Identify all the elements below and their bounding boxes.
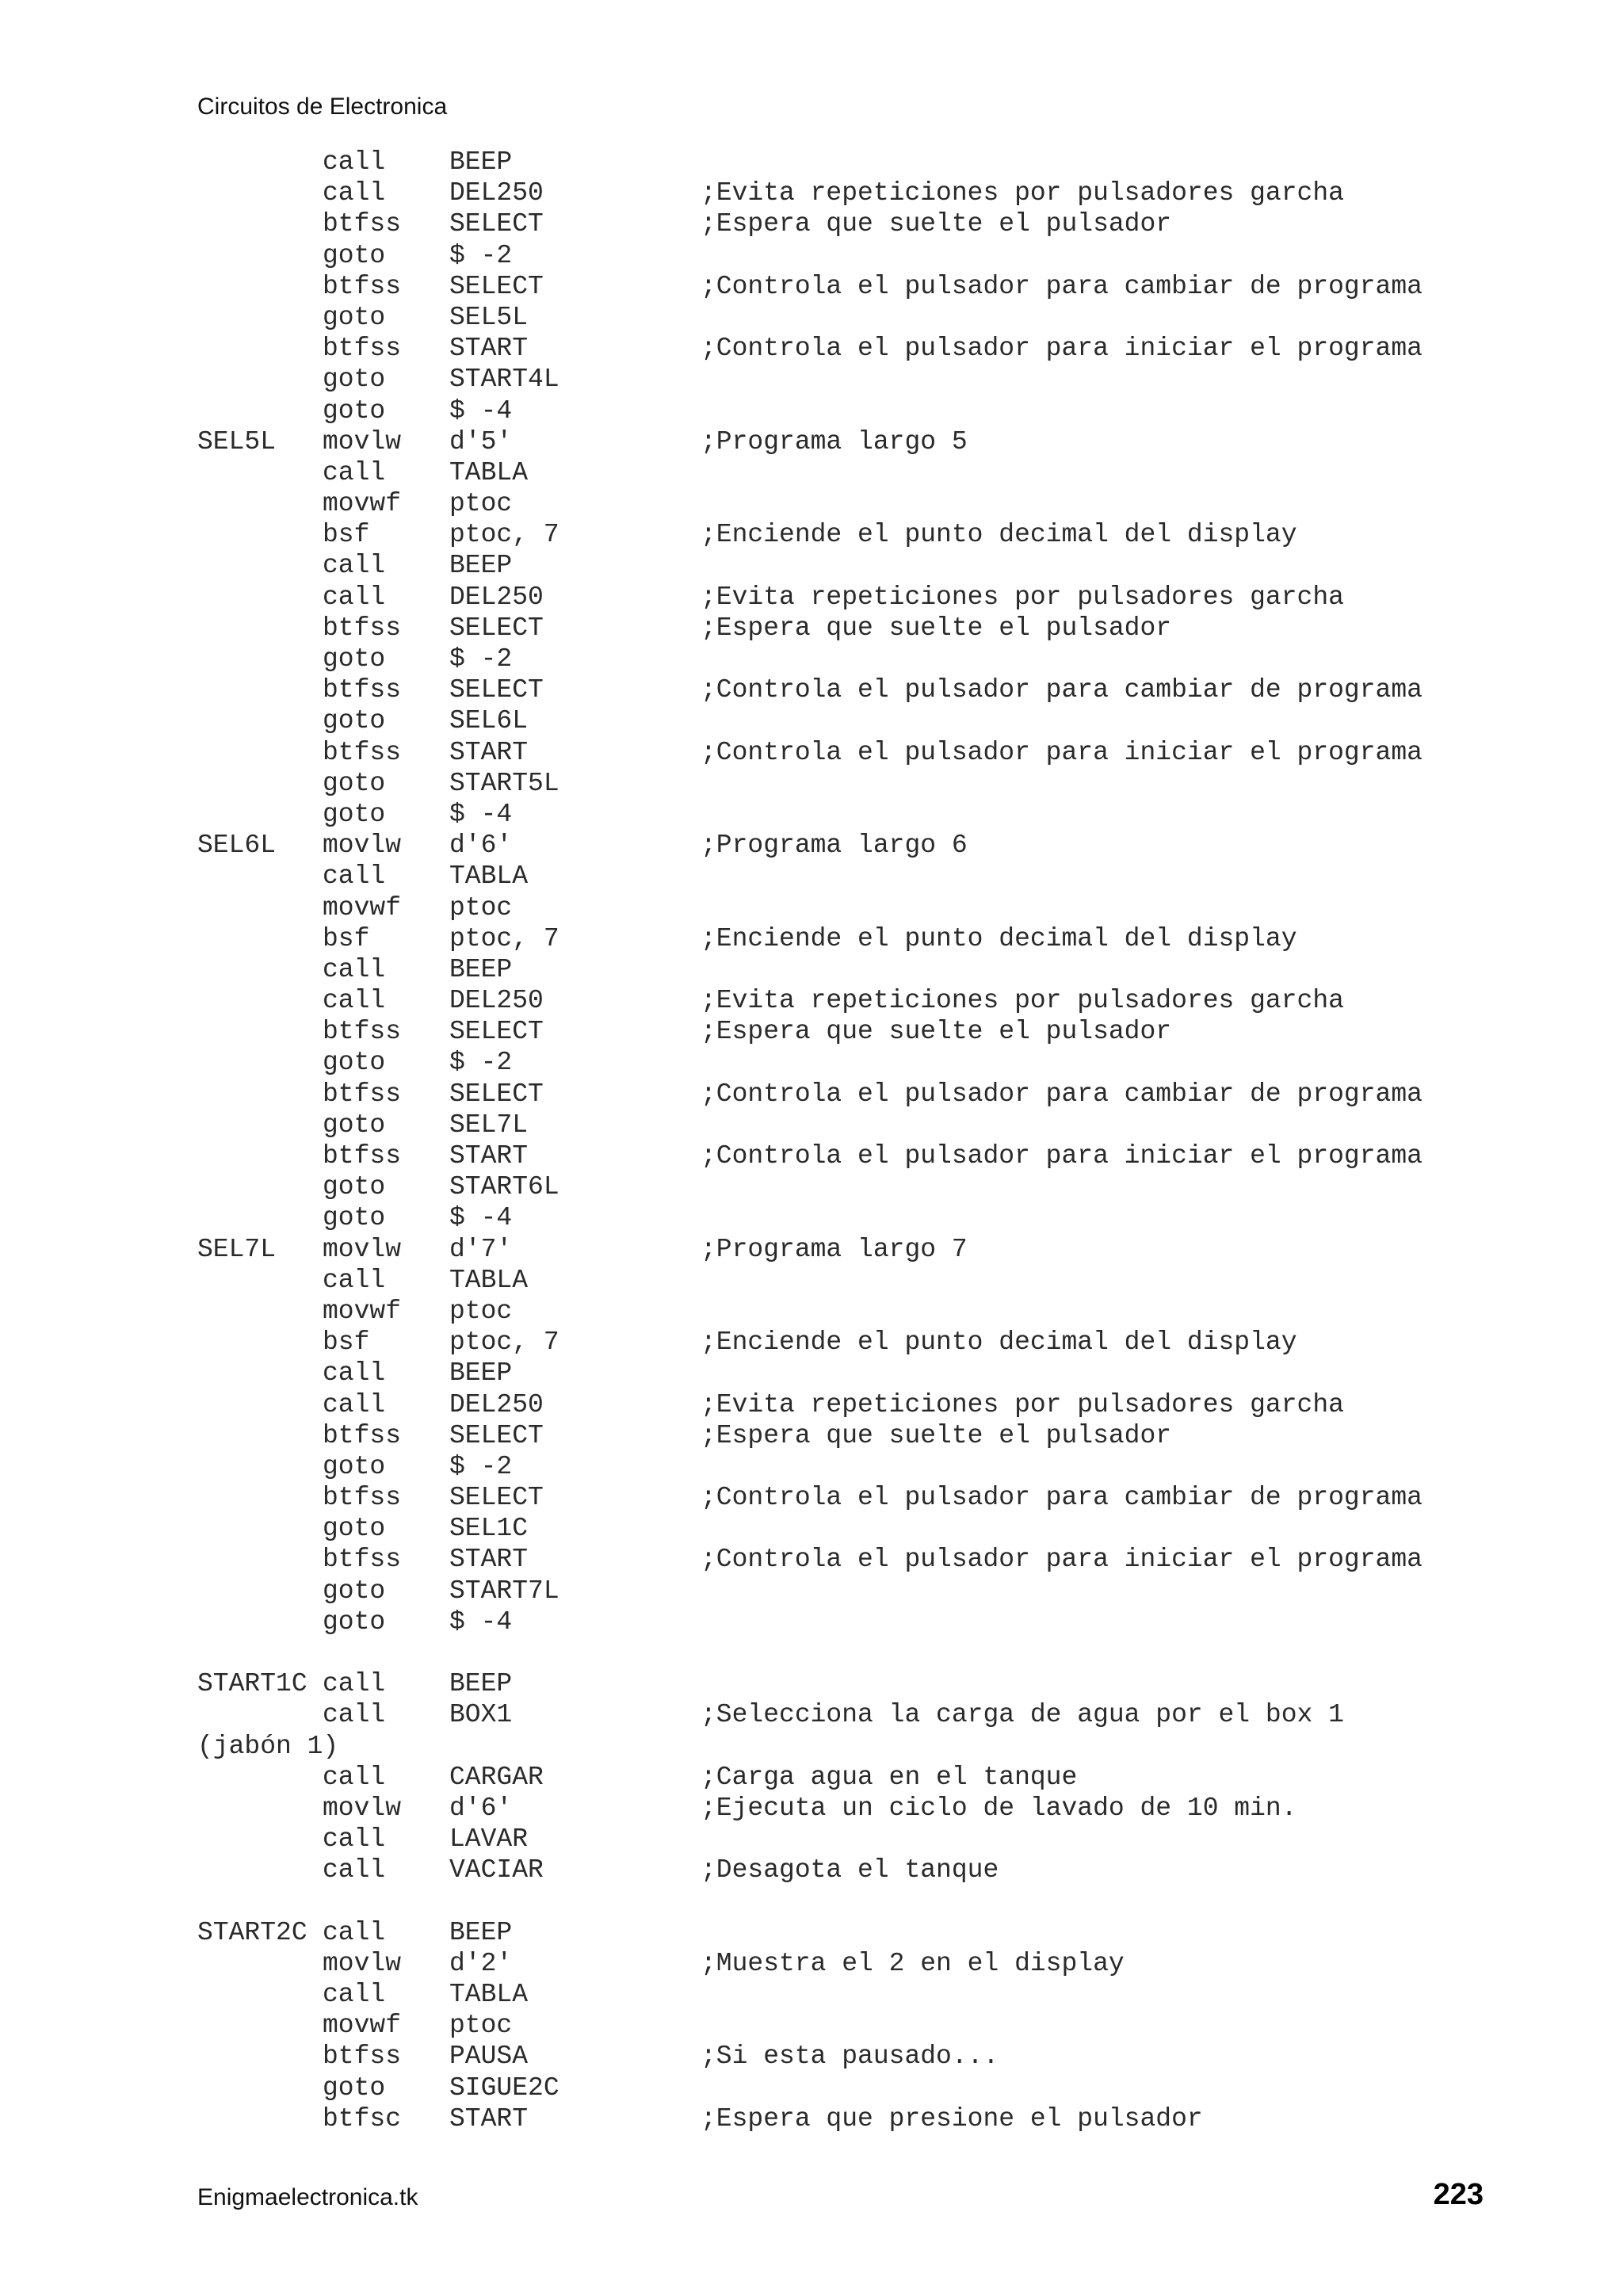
code-line <box>197 208 1529 239</box>
code-line <box>197 178 1529 208</box>
code-operand: ptoc, 7 <box>449 1328 559 1358</box>
code-opcode: btfss <box>323 334 402 364</box>
code-line <box>197 333 1529 364</box>
code-line <box>197 364 1529 395</box>
page-number: 223 <box>1433 2178 1484 2211</box>
code-opcode: goto <box>323 1110 386 1140</box>
code-opcode: call <box>323 1358 386 1389</box>
code-opcode: goto <box>323 1203 386 1233</box>
code-operand: DEL250 <box>449 986 544 1016</box>
code-line <box>197 1110 1529 1140</box>
code-operand: LAVAR <box>449 1824 529 1855</box>
code-comment: ;Evita repeticiones por pulsadores garcha <box>701 1389 1344 1419</box>
code-comment: ;Selecciona la carga de agua por el box 1 <box>701 1700 1344 1730</box>
code-opcode: call <box>323 178 386 208</box>
code-operand: TABLA <box>449 861 529 892</box>
code-operand: $ -2 <box>449 644 513 674</box>
code-comment: ;Programa largo 7 <box>701 1234 968 1264</box>
code-opcode: btfss <box>323 209 402 239</box>
code-line <box>197 954 1529 985</box>
code-operand: START <box>449 737 529 767</box>
code-comment: ;Muestra el 2 en el display <box>701 1948 1125 1978</box>
code-opcode: goto <box>323 768 386 798</box>
code-comment: ;Espera que suelte el pulsador <box>701 209 1172 239</box>
code-line <box>197 923 1529 954</box>
code-label: (jabón 1) <box>197 1731 339 1761</box>
code-opcode: movwf <box>323 1296 402 1326</box>
code-line <box>197 1731 1529 1762</box>
code-operand: DEL250 <box>449 178 544 208</box>
code-line <box>197 768 1529 799</box>
code-line <box>197 1016 1529 1047</box>
code-line <box>197 1327 1529 1358</box>
code-operand: SELECT <box>449 271 544 301</box>
code-opcode: movwf <box>323 892 402 923</box>
code-opcode: call <box>323 147 386 177</box>
code-line <box>197 1762 1529 1793</box>
code-opcode: call <box>323 582 386 612</box>
code-comment: ;Programa largo 5 <box>701 426 968 457</box>
code-opcode: movlw <box>323 1793 402 1823</box>
code-operand: SELECT <box>449 675 544 705</box>
code-line <box>197 550 1529 581</box>
code-operand: ptoc <box>449 892 513 923</box>
code-opcode: call <box>323 986 386 1016</box>
code-line <box>197 861 1529 892</box>
code-line <box>197 488 1529 519</box>
code-opcode: goto <box>323 2073 386 2103</box>
code-comment: ;Si esta pausado... <box>701 2042 999 2072</box>
code-operand: PAUSA <box>449 2042 529 2072</box>
code-opcode: btfss <box>323 2042 402 2072</box>
code-opcode: goto <box>323 1576 386 1606</box>
code-operand: $ -4 <box>449 1606 513 1637</box>
code-operand: d'7' <box>449 1234 513 1264</box>
code-comment: ;Evita repeticiones por pulsadores garcha <box>701 986 1344 1016</box>
code-operand: VACIAR <box>449 1855 544 1885</box>
code-line <box>197 147 1529 178</box>
code-line <box>197 674 1529 705</box>
code-operand: d'6' <box>449 1793 513 1823</box>
code-opcode: btfss <box>323 613 402 643</box>
code-operand: TABLA <box>449 457 529 487</box>
code-line <box>197 1886 1529 1917</box>
code-operand: START <box>449 1545 529 1575</box>
code-comment: ;Controla el pulsador para iniciar el programa <box>701 737 1423 767</box>
code-operand: START5L <box>449 768 559 798</box>
code-opcode: call <box>323 1669 386 1699</box>
code-line <box>197 1668 1529 1699</box>
code-operand: SELECT <box>449 209 544 239</box>
code-operand: START <box>449 1141 529 1171</box>
code-comment: ;Ejecuta un ciclo de lavado de 10 min. <box>701 1793 1297 1823</box>
code-opcode: call <box>323 551 386 581</box>
footer-site: Enigmaelectronica.tk <box>197 2184 418 2210</box>
code-line <box>197 1358 1529 1389</box>
code-opcode: movlw <box>323 831 402 861</box>
code-operand: START4L <box>449 365 559 395</box>
code-opcode: call <box>323 1389 386 1419</box>
code-opcode: btfss <box>323 1545 402 1575</box>
code-comment: ;Desagota el tanque <box>701 1855 999 1885</box>
code-opcode: btfss <box>323 1420 402 1450</box>
code-label: SEL6L <box>197 831 277 861</box>
code-line <box>197 644 1529 674</box>
code-comment: ;Controla el pulsador para iniciar el programa <box>701 1141 1423 1171</box>
code-comment: ;Controla el pulsador para cambiar de programa <box>701 675 1423 705</box>
code-line <box>197 457 1529 488</box>
code-operand: ptoc <box>449 489 513 519</box>
code-operand: SELECT <box>449 1079 544 1109</box>
code-comment: ;Enciende el punto decimal del display <box>701 923 1297 953</box>
code-operand: ptoc, 7 <box>449 923 559 953</box>
code-comment: ;Controla el pulsador para cambiar de programa <box>701 1079 1423 1109</box>
code-comment: ;Enciende el punto decimal del display <box>701 1328 1297 1358</box>
code-operand: SEL5L <box>449 302 529 332</box>
code-operand: $ -2 <box>449 1048 513 1078</box>
code-opcode: goto <box>323 240 386 270</box>
code-line <box>197 240 1529 271</box>
code-line <box>197 1389 1529 1420</box>
code-line <box>197 582 1529 613</box>
code-operand: START6L <box>449 1172 559 1202</box>
code-operand: SELECT <box>449 1420 544 1450</box>
code-opcode: goto <box>323 799 386 829</box>
code-opcode: call <box>323 457 386 487</box>
code-opcode: movwf <box>323 2011 402 2041</box>
code-line <box>197 302 1529 333</box>
code-opcode: goto <box>323 1451 386 1481</box>
code-opcode: call <box>323 1917 386 1947</box>
code-opcode: goto <box>323 365 386 395</box>
code-operand: BEEP <box>449 147 513 177</box>
code-opcode: btfss <box>323 675 402 705</box>
code-operand: TABLA <box>449 1980 529 2010</box>
code-operand: BEEP <box>449 954 513 984</box>
code-line <box>197 1513 1529 1544</box>
code-label: START2C <box>197 1917 307 1947</box>
code-line <box>197 1451 1529 1482</box>
code-opcode: goto <box>323 1172 386 1202</box>
code-operand: SELECT <box>449 1017 544 1047</box>
code-opcode: goto <box>323 1514 386 1544</box>
code-opcode: goto <box>323 1048 386 1078</box>
code-comment: ;Controla el pulsador para cambiar de programa <box>701 1483 1423 1513</box>
code-operand: ptoc, 7 <box>449 520 559 550</box>
code-line <box>197 892 1529 923</box>
code-line <box>197 1544 1529 1575</box>
code-line <box>197 1171 1529 1202</box>
code-operand: BEEP <box>449 551 513 581</box>
code-opcode: goto <box>323 1606 386 1637</box>
code-operand: BOX1 <box>449 1700 513 1730</box>
code-operand: d'5' <box>449 426 513 457</box>
code-line <box>197 737 1529 768</box>
code-opcode: movlw <box>323 1234 402 1264</box>
code-comment: ;Evita repeticiones por pulsadores garcha <box>701 582 1344 612</box>
code-opcode: goto <box>323 644 386 674</box>
code-operand: $ -2 <box>449 240 513 270</box>
code-operand: START <box>449 2103 529 2134</box>
code-line <box>197 1855 1529 1885</box>
code-line <box>197 426 1529 457</box>
code-operand: BEEP <box>449 1358 513 1389</box>
code-line <box>197 830 1529 861</box>
code-opcode: call <box>323 1824 386 1855</box>
code-operand: CARGAR <box>449 1762 544 1792</box>
code-listing <box>197 147 1529 2134</box>
code-line <box>197 1140 1529 1171</box>
code-operand: START <box>449 334 529 364</box>
code-line <box>197 1824 1529 1855</box>
code-line <box>197 1047 1529 1078</box>
code-opcode: call <box>323 861 386 892</box>
code-opcode: call <box>323 1265 386 1295</box>
code-operand: ptoc <box>449 1296 513 1326</box>
code-opcode: movlw <box>323 426 402 457</box>
code-operand: SEL6L <box>449 706 529 736</box>
code-opcode: call <box>323 954 386 984</box>
code-comment: ;Controla el pulsador para iniciar el programa <box>701 334 1423 364</box>
code-operand: $ -4 <box>449 799 513 829</box>
code-opcode: btfsc <box>323 2103 402 2134</box>
code-line <box>197 799 1529 830</box>
code-opcode: call <box>323 1855 386 1885</box>
code-line <box>197 1606 1529 1637</box>
code-opcode: movlw <box>323 1948 402 1978</box>
code-comment: ;Programa largo 6 <box>701 831 968 861</box>
code-opcode: call <box>323 1700 386 1730</box>
code-operand: SIGUE2C <box>449 2073 559 2103</box>
code-line <box>197 1699 1529 1730</box>
code-comment: ;Espera que suelte el pulsador <box>701 1420 1172 1450</box>
code-line <box>197 1296 1529 1327</box>
code-opcode: btfss <box>323 737 402 767</box>
code-line <box>197 1420 1529 1451</box>
code-opcode: btfss <box>323 1017 402 1047</box>
code-opcode: btfss <box>323 271 402 301</box>
code-line <box>197 271 1529 302</box>
code-comment: ;Controla el pulsador para cambiar de programa <box>701 271 1423 301</box>
code-line <box>197 1265 1529 1296</box>
code-operand: SEL1C <box>449 1514 529 1544</box>
code-line <box>197 2041 1529 2072</box>
code-operand: START7L <box>449 1576 559 1606</box>
code-operand: BEEP <box>449 1917 513 1947</box>
code-opcode: movwf <box>323 489 402 519</box>
code-opcode: goto <box>323 395 386 426</box>
code-line <box>197 2073 1529 2103</box>
code-operand: d'2' <box>449 1948 513 1978</box>
code-comment: ;Espera que suelte el pulsador <box>701 613 1172 643</box>
code-line <box>197 613 1529 644</box>
code-label: SEL5L <box>197 426 277 457</box>
code-label: START1C <box>197 1669 307 1699</box>
code-operand: DEL250 <box>449 582 544 612</box>
code-comment: ;Enciende el punto decimal del display <box>701 520 1297 550</box>
code-opcode: bsf <box>323 1328 370 1358</box>
code-line <box>197 1917 1529 1948</box>
code-line <box>197 985 1529 1016</box>
code-operand: ptoc <box>449 2011 513 2041</box>
code-line <box>197 519 1529 550</box>
code-comment: ;Evita repeticiones por pulsadores garcha <box>701 178 1344 208</box>
code-operand: d'6' <box>449 831 513 861</box>
code-opcode: bsf <box>323 923 370 953</box>
code-line <box>197 2010 1529 2041</box>
code-opcode: btfss <box>323 1079 402 1109</box>
code-operand: SELECT <box>449 1483 544 1513</box>
code-opcode: btfss <box>323 1141 402 1171</box>
code-line <box>197 1948 1529 1979</box>
code-comment: ;Espera que suelte el pulsador <box>701 1017 1172 1047</box>
code-opcode: btfss <box>323 1483 402 1513</box>
code-line <box>197 395 1529 426</box>
code-operand: BEEP <box>449 1669 513 1699</box>
code-opcode: goto <box>323 302 386 332</box>
code-operand: $ -4 <box>449 1203 513 1233</box>
code-opcode: call <box>323 1762 386 1792</box>
code-operand: $ -4 <box>449 395 513 426</box>
code-line <box>197 2103 1529 2134</box>
code-line <box>197 1576 1529 1606</box>
code-comment: ;Controla el pulsador para iniciar el programa <box>701 1545 1423 1575</box>
code-comment: ;Espera que presione el pulsador <box>701 2103 1203 2134</box>
code-opcode: bsf <box>323 520 370 550</box>
code-line <box>197 1202 1529 1233</box>
code-line <box>197 1079 1529 1110</box>
code-label: SEL7L <box>197 1234 277 1264</box>
page-header: Circuitos de Electronica <box>197 94 448 120</box>
code-opcode: goto <box>323 706 386 736</box>
code-line <box>197 1234 1529 1265</box>
code-operand: $ -2 <box>449 1451 513 1481</box>
code-operand: TABLA <box>449 1265 529 1295</box>
code-operand: SELECT <box>449 613 544 643</box>
code-comment: ;Carga agua en el tanque <box>701 1762 1078 1792</box>
code-line <box>197 1482 1529 1513</box>
code-line <box>197 705 1529 736</box>
code-operand: SEL7L <box>449 1110 529 1140</box>
code-operand: DEL250 <box>449 1389 544 1419</box>
code-line <box>197 1793 1529 1824</box>
code-line <box>197 1979 1529 2010</box>
code-opcode: call <box>323 1980 386 2010</box>
code-line <box>197 1637 1529 1668</box>
